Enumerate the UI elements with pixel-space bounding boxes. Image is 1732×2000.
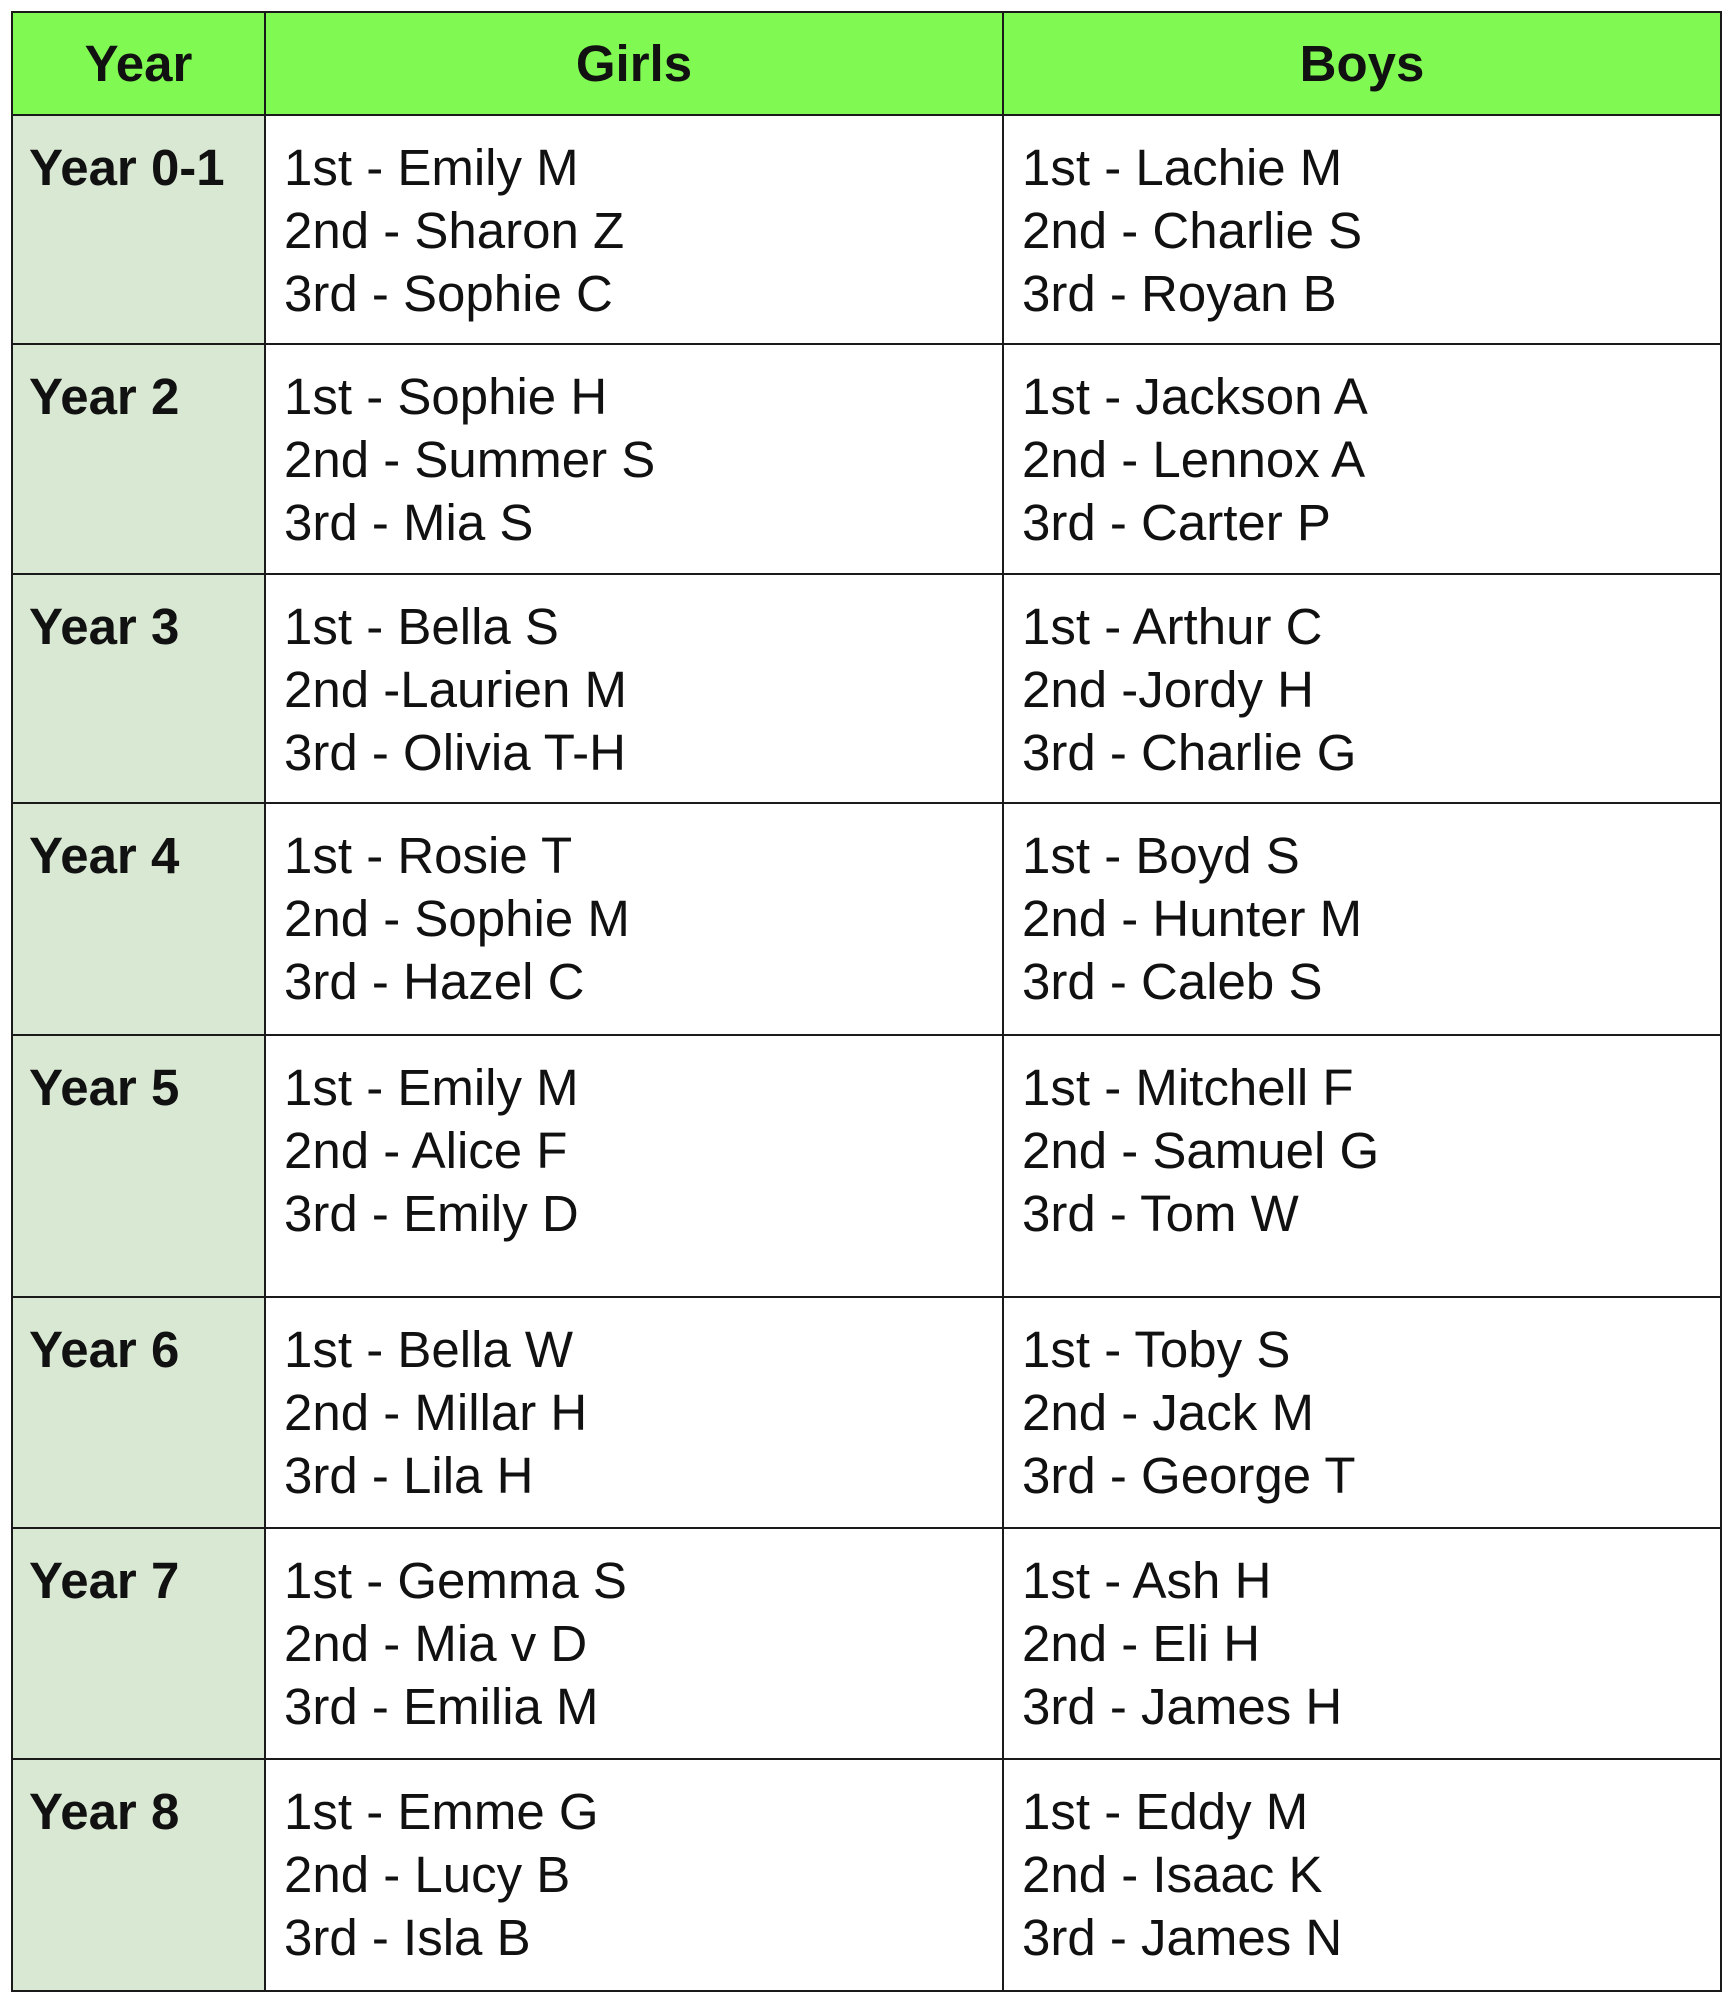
girls-first-place: 1st - Rosie T xyxy=(284,827,573,885)
boys-cell xyxy=(1003,1035,1721,1297)
girls-first-place: 1st - Bella W xyxy=(284,1320,574,1378)
girls-cell xyxy=(265,1035,1003,1297)
boys-first-place: 1st - Toby S xyxy=(1022,1320,1291,1378)
boys-first-place: 1st - Mitchell F xyxy=(1022,1058,1354,1116)
girls-third-place: 3rd - Sophie C xyxy=(284,265,613,322)
year-cell: Year 6 xyxy=(12,1297,265,1528)
table-row xyxy=(12,344,1721,573)
header-row xyxy=(12,12,1721,115)
boys-third-place: 3rd - James H xyxy=(1022,1678,1343,1735)
year-cell: Year 4 xyxy=(12,803,265,1034)
table-row xyxy=(12,574,1721,803)
girls-second-place: 2nd - Summer S xyxy=(284,431,656,489)
girls-second-place: 2nd - Mia v D xyxy=(284,1615,588,1672)
boys-second-place: 2nd - Charlie S xyxy=(1022,202,1363,259)
boys-cell xyxy=(1003,115,1721,344)
boys-first-place: 1st - Eddy M xyxy=(1022,1783,1309,1841)
girls-first-place: 1st - Sophie H xyxy=(284,368,608,426)
table-row xyxy=(12,1759,1721,1991)
girls-third-place: 3rd - Lila H xyxy=(284,1446,534,1504)
boys-third-place: 3rd - George T xyxy=(1022,1446,1356,1504)
girls-second-place: 2nd - Millar H xyxy=(284,1383,588,1441)
girls-third-place: 3rd - Isla B xyxy=(284,1909,531,1967)
header-girls: Girls xyxy=(265,12,1003,115)
boys-cell xyxy=(1003,344,1721,573)
boys-first-place: 1st - Boyd S xyxy=(1022,827,1300,885)
girls-third-place: 3rd - Mia S xyxy=(284,494,534,552)
boys-cell xyxy=(1003,574,1721,803)
boys-second-place: 2nd - Eli H xyxy=(1022,1615,1261,1672)
boys-first-place: 1st - Lachie M xyxy=(1022,139,1343,196)
boys-third-place: 3rd - Carter P xyxy=(1022,494,1331,552)
boys-second-place: 2nd - Hunter M xyxy=(1022,890,1363,948)
girls-cell xyxy=(265,574,1003,803)
boys-third-place: 3rd - Tom W xyxy=(1022,1184,1299,1242)
boys-second-place: 2nd - Isaac K xyxy=(1022,1846,1323,1904)
girls-third-place: 3rd - Hazel C xyxy=(284,953,585,1011)
girls-third-place: 3rd - Emily D xyxy=(284,1184,579,1242)
boys-first-place: 1st - Ash H xyxy=(1022,1552,1272,1609)
girls-cell xyxy=(265,803,1003,1034)
header-boys: Boys xyxy=(1003,12,1721,115)
table-row xyxy=(12,1528,1721,1759)
boys-cell xyxy=(1003,1297,1721,1528)
boys-cell xyxy=(1003,803,1721,1034)
girls-cell xyxy=(265,1759,1003,1991)
header-year: Year xyxy=(12,12,265,115)
table-row xyxy=(12,115,1721,344)
boys-cell xyxy=(1003,1759,1721,1991)
girls-third-place: 3rd - Olivia T-H xyxy=(284,723,626,781)
year-cell: Year 0-1 xyxy=(12,115,265,344)
table-row xyxy=(12,1297,1721,1528)
boys-cell xyxy=(1003,1528,1721,1759)
table-row xyxy=(12,1035,1721,1297)
girls-second-place: 2nd -Laurien M xyxy=(284,660,628,718)
boys-first-place: 1st - Arthur C xyxy=(1022,597,1323,655)
year-cell: Year 8 xyxy=(12,1759,265,1991)
girls-second-place: 2nd - Alice F xyxy=(284,1121,568,1179)
girls-third-place: 3rd - Emilia M xyxy=(284,1678,599,1735)
boys-first-place: 1st - Jackson A xyxy=(1022,368,1368,426)
boys-third-place: 3rd - Charlie G xyxy=(1022,723,1357,781)
boys-second-place: 2nd - Jack M xyxy=(1022,1383,1314,1441)
boys-third-place: 3rd - Caleb S xyxy=(1022,953,1323,1011)
year-cell: Year 2 xyxy=(12,344,265,573)
girls-first-place: 1st - Gemma S xyxy=(284,1552,627,1609)
girls-cell xyxy=(265,1528,1003,1759)
results-table xyxy=(11,11,1722,1992)
boys-second-place: 2nd - Samuel G xyxy=(1022,1121,1380,1179)
year-cell: Year 3 xyxy=(12,574,265,803)
girls-first-place: 1st - Bella S xyxy=(284,597,559,655)
table-header xyxy=(12,12,1721,115)
girls-first-place: 1st - Emily M xyxy=(284,1058,579,1116)
girls-cell xyxy=(265,1297,1003,1528)
boys-third-place: 3rd - James N xyxy=(1022,1909,1343,1967)
girls-cell xyxy=(265,344,1003,573)
girls-cell xyxy=(265,115,1003,344)
girls-second-place: 2nd - Sophie M xyxy=(284,890,630,948)
boys-third-place: 3rd - Royan B xyxy=(1022,265,1337,322)
year-cell: Year 7 xyxy=(12,1528,265,1759)
girls-second-place: 2nd - Lucy B xyxy=(284,1846,571,1904)
girls-first-place: 1st - Emily M xyxy=(284,139,579,196)
boys-second-place: 2nd - Lennox A xyxy=(1022,431,1366,489)
boys-second-place: 2nd -Jordy H xyxy=(1022,660,1314,718)
girls-second-place: 2nd - Sharon Z xyxy=(284,202,625,259)
year-cell: Year 5 xyxy=(12,1035,265,1297)
table-body xyxy=(12,115,1721,1991)
table-row xyxy=(12,803,1721,1034)
girls-first-place: 1st - Emme G xyxy=(284,1783,599,1841)
